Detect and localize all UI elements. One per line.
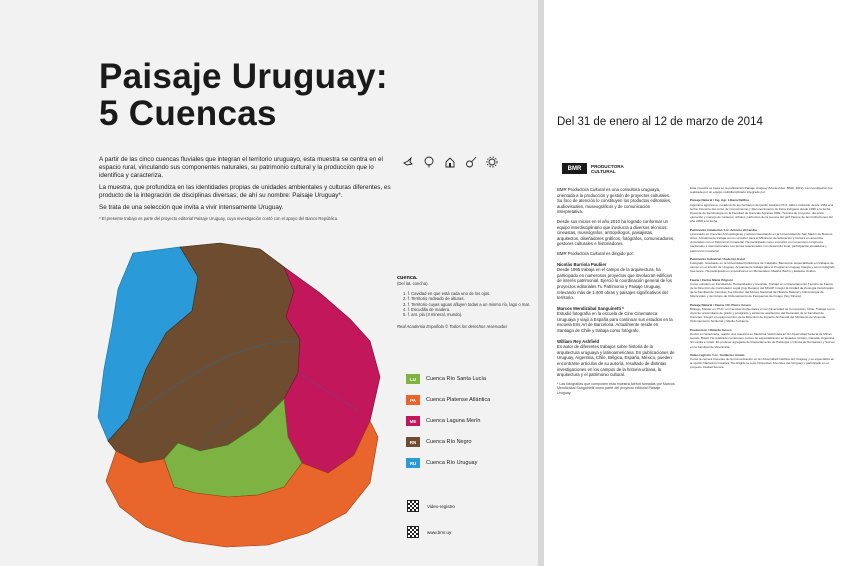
page-title <box>99 58 388 132</box>
title-line-1: Paisaje Uruguay: <box>99 57 388 96</box>
credits-column-2 <box>690 186 835 374</box>
legend-item-pa <box>406 394 490 406</box>
bmr-logo <box>562 163 624 174</box>
intro-paragraph-3: Se trata de una selección que invita a vivir intensamente Uruguay. <box>99 204 284 211</box>
legend-label: Cuenca Río Santa Lucía <box>426 376 486 382</box>
credit-text: Curso estudios en Facultad de Humanidades y Ciencias. Trabajó en el Departamento Técnico de Fauna de la Dirección de Controlador Legal (hoy Renare) del MGAP. Integró la Unidad de Zoología Vertebrados de la Facultad de Ciencias, fue Director del Museo Nacional de Historia Natural y Antropología de Montevideo y del Grupo de Ordenamiento de Pesquerías del Imago (hoy Dinara). <box>690 281 834 299</box>
logo-text <box>591 164 624 174</box>
credit-text: Doctor en Veterinaria, realizó una maestría en Medicina Veterinaria en la Universidad Federal de Minas Gerais, Brasil. Ha realizado numerosos cursos de especialización en Estados Unidos, Canadá, Argentina, Sri Lanka e Israel. Es profesor agregado del Departamento de Patología y Clínica de Rumiantes y Suinos en la Facultad de Veterinaria. <box>690 331 835 349</box>
legend-label: Cuenca Laguna Merín <box>426 418 481 424</box>
legend-label: Cuenca Río Uruguay <box>426 460 478 466</box>
logo-text-line: PRODUCTORA <box>591 163 624 169</box>
credit-heading: Paisaje Natural / Ing. Agr. Liliana Delfino <box>690 198 750 203</box>
credits-column-1 <box>557 187 675 400</box>
legend-code: LU <box>406 374 420 384</box>
credit-heading: Fauna / Carlos María Prigioni <box>690 277 733 282</box>
uruguay-basins-map <box>88 241 388 556</box>
logo-text-line: CULTURAL <box>591 168 616 174</box>
credit-heading: Patrimonio Industrial / Federico Estol <box>690 256 745 261</box>
tree-icon <box>423 156 435 168</box>
gear-icon <box>486 156 498 168</box>
credit-text: Biólogo, Master en Ph.D. en Ciencias Ambientales en la Universidad de Concepción, Chile. Trabajó como docente universitario de grado y postgrado y asistente académico del Decanato de la Facultad de Ciencias. Integró el equipo técnico de la Dirección de Impacto Ambiental del Ministerio de Vivienda, Ordenamiento Territorial y Medio Ambiente. <box>690 306 835 324</box>
logo-mark: BMR <box>562 163 587 174</box>
legend-code: RN <box>406 437 420 447</box>
guitar-icon <box>465 156 477 168</box>
basin-legend <box>406 373 490 478</box>
intro-paragraph-1: A partir de las cinco cuencas fluviales que integran el territorio uruguayo, esta muestra se centra en el espacio rural, vinculando sus componentes naturales, su patrimonio cultural y la producción que lo identifica y caracteriza. <box>99 156 383 179</box>
definition-item: 2. f. Territorio rodeado de alturas. <box>403 296 465 302</box>
legend-code: ME <box>406 416 420 426</box>
credit-heading: Producción / Ricardo Gosco <box>690 327 732 332</box>
qr-code-icon <box>407 500 419 512</box>
credit-text: Ingeniera agrónoma, curadora de los herbarios del jardín botánico Prof. Atilio Lombardo desde 1981 a la fecha. Docente del curso de Conocimiento y Reconocimiento de Flora Indígena desde 1996 a la fecha. Docente de Dendrología en la Facultad de Ciencias Agrarias UDE. Técnica de proyecto, dirección, ejecución y manejo de canteros, árboles y arbustos de la cuenca del golf Parque de las Instituciones del año 2008 a la fecha. <box>690 202 834 224</box>
qr-web-label: www.bmr.uy <box>427 529 452 535</box>
house-icon <box>444 156 456 168</box>
theme-icons <box>402 156 498 168</box>
intro-paragraph-2: La muestra, que profundiza en las identidades propias de unidades ambientales y culturas diferentes, es producto de la integración de disciplinas diversas; de ahí su nombre: Paisaje Uruguay*. <box>99 184 391 199</box>
about-paragraph: BMR Productora Cultural es una consultora uruguaya, orientada a la producción y gestión de proyectos culturales. Su foco de atención lo constituyen los productos editoriales, audiovisuales, museográficos y de comunicación interpretativa. <box>557 187 672 215</box>
photo-note: * Las fotografías que componen esta muestra fueron tomadas por Marcos Mendizábal Sanguinetti como parte del proyecto editorial Paisaje Uruguay. <box>557 381 675 395</box>
qr-video[interactable] <box>407 500 455 512</box>
credit-heading: Patrimonio inmaterial / Lic. Antonio di Candia <box>690 227 757 232</box>
bio-text: Desde 1995 trabaja en el campo de la arquitectura, ha participado en numerosos proyectos que involucran edificios de interés patrimonial. Ejerció la coordinación general de los proyectos editoriales Tu Patrimonio y Paisaje Uruguay, relevando más de 1.000 obras y paisajes significativos del territorio. <box>557 267 673 301</box>
qr-video-label: Video-registro <box>427 503 455 509</box>
research-intro: Esta muestra se basa en la publicación Paisaje Uruguay (Montevideo: BMR, 2012). La investigación fue realizada por un equipo multidisciplinario integrado por: <box>690 186 833 195</box>
definition-item: 3. f. Territorio cuyas aguas afluyen todas a un mismo río, lago o mar. <box>403 301 531 307</box>
credit-heading: Video-registro / Lic. Guillermo Amato <box>690 352 745 357</box>
qr-code-icon <box>407 526 419 538</box>
intro-footnote: * El presente trabajo es parte del proyecto editorial Paisaje Uruguay, cuya investigación contó con el apoyo del Banco República. <box>99 216 339 221</box>
credit-text: Fotógrafo. Graduado en la Universidad Politécnica de Cataluña, Barcelona. Especializado en trabajos de campo en el interior de Uruguay. Actualmente trabaja para el Programa Uruguay Integra y como fotógrafo free-lance. Ha participado en exposiciones en Montevideo, Madrid, Berlín y Estados Unidos. <box>690 261 835 274</box>
cuenca-definition <box>397 276 532 329</box>
credit-text: Licenciado en Ciencias Antropológicas y actual maestrando en la Universidad de San Martín de Buenos Aires. Actualmente trabaja como consultor para el Ministerio de Educación y Cultura en acuerdos vinculados con el Patrimonio Inmaterial. Ha participado como expositor en numerosos congresos nacionales e internacionales con temas relacionados con desarrollo local, participación ciudadana y patrimonio inmaterial. <box>690 231 833 253</box>
definition-item: 4. f. Escudilla de madera. <box>403 307 451 313</box>
legend-code: PA <box>406 395 420 405</box>
legend-label: Cuenca Platense Atlántica <box>426 397 491 403</box>
bio-text: Estudió fotografía en la escuela de Cine Cinemateca Uruguaya y viajó a España para continuar sus estudios en la escuela Eris Art de Barcelona. Actualmente reside en Santiago de Chile y trabaja como fotógrafo. <box>557 311 673 334</box>
bird-icon <box>402 156 414 168</box>
legend-label: Cuenca Río Negro <box>426 439 472 445</box>
credit-heading: Paisaje Natural / Fauna / Dr. Pierre Gosen <box>690 302 751 307</box>
legend-item-lu <box>406 373 490 385</box>
definition-head: cuenca. <box>397 275 418 281</box>
bio-heading: Nicolás Barriola Pauliier <box>557 261 607 267</box>
exhibition-dates: Del 31 de enero al 12 de marzo de 2014 <box>557 116 763 128</box>
bio-text: Es autor de diferentes trabajos sobre historia de la arquitectura uruguaya y latinoamericana. En publicaciones de Uruguay, Argentina, Chile, Bélgica, España, México, pueden encontrarse artículos de su autoría, resultado de distintas investigaciones en los campos de la historia urbana, la arquitectura y el patrimonio cultural. <box>557 344 675 378</box>
intro-text <box>99 156 391 226</box>
definition-item: 5. f. ant. pla (II mineral, mundo). <box>403 312 463 318</box>
definition-item: 1. f. Cavidad en que está cada uno de los ojos. <box>403 290 491 296</box>
legend-item-ru <box>406 457 490 469</box>
bio-heading: William Rey Ashfield <box>557 338 600 344</box>
qr-web[interactable] <box>407 526 451 538</box>
definition-etymology: (Del lat. concha). <box>397 281 429 287</box>
legend-item-me <box>406 415 490 427</box>
legend-item-rn <box>406 436 490 448</box>
legend-code: RU <box>406 458 420 468</box>
about-paragraph: Desde sus inicios en el año 2010 ha logrado conformar un equipo interdisciplinario que involucra a diversos técnicos: cineastas, museógrafos, antropólogos, paisajistas, arquitectos, diseñadores gráficos, fotógrafos, comunicadores, gestores culturales e historiadores. <box>557 218 675 247</box>
about-paragraph: BMR Productora Cultural es dirigido por: <box>557 250 635 256</box>
definition-source: Real Academia Española © Todos los derechos reservados <box>397 323 508 329</box>
title-line-2: 5 Cuencas <box>99 94 277 133</box>
credit-text: Cursó la carrera Ciencias de la Comunicación en la Universidad Católica del Uruguay y se especializó en la opción Narración Creativa. Ha dirigido la serie Orquestas Juveniles del Uruguay y participado en el proyecto Ciudad Sonora. <box>690 356 835 370</box>
bio-heading: Marcos Mendizábal Sanguinetti * <box>557 305 624 311</box>
